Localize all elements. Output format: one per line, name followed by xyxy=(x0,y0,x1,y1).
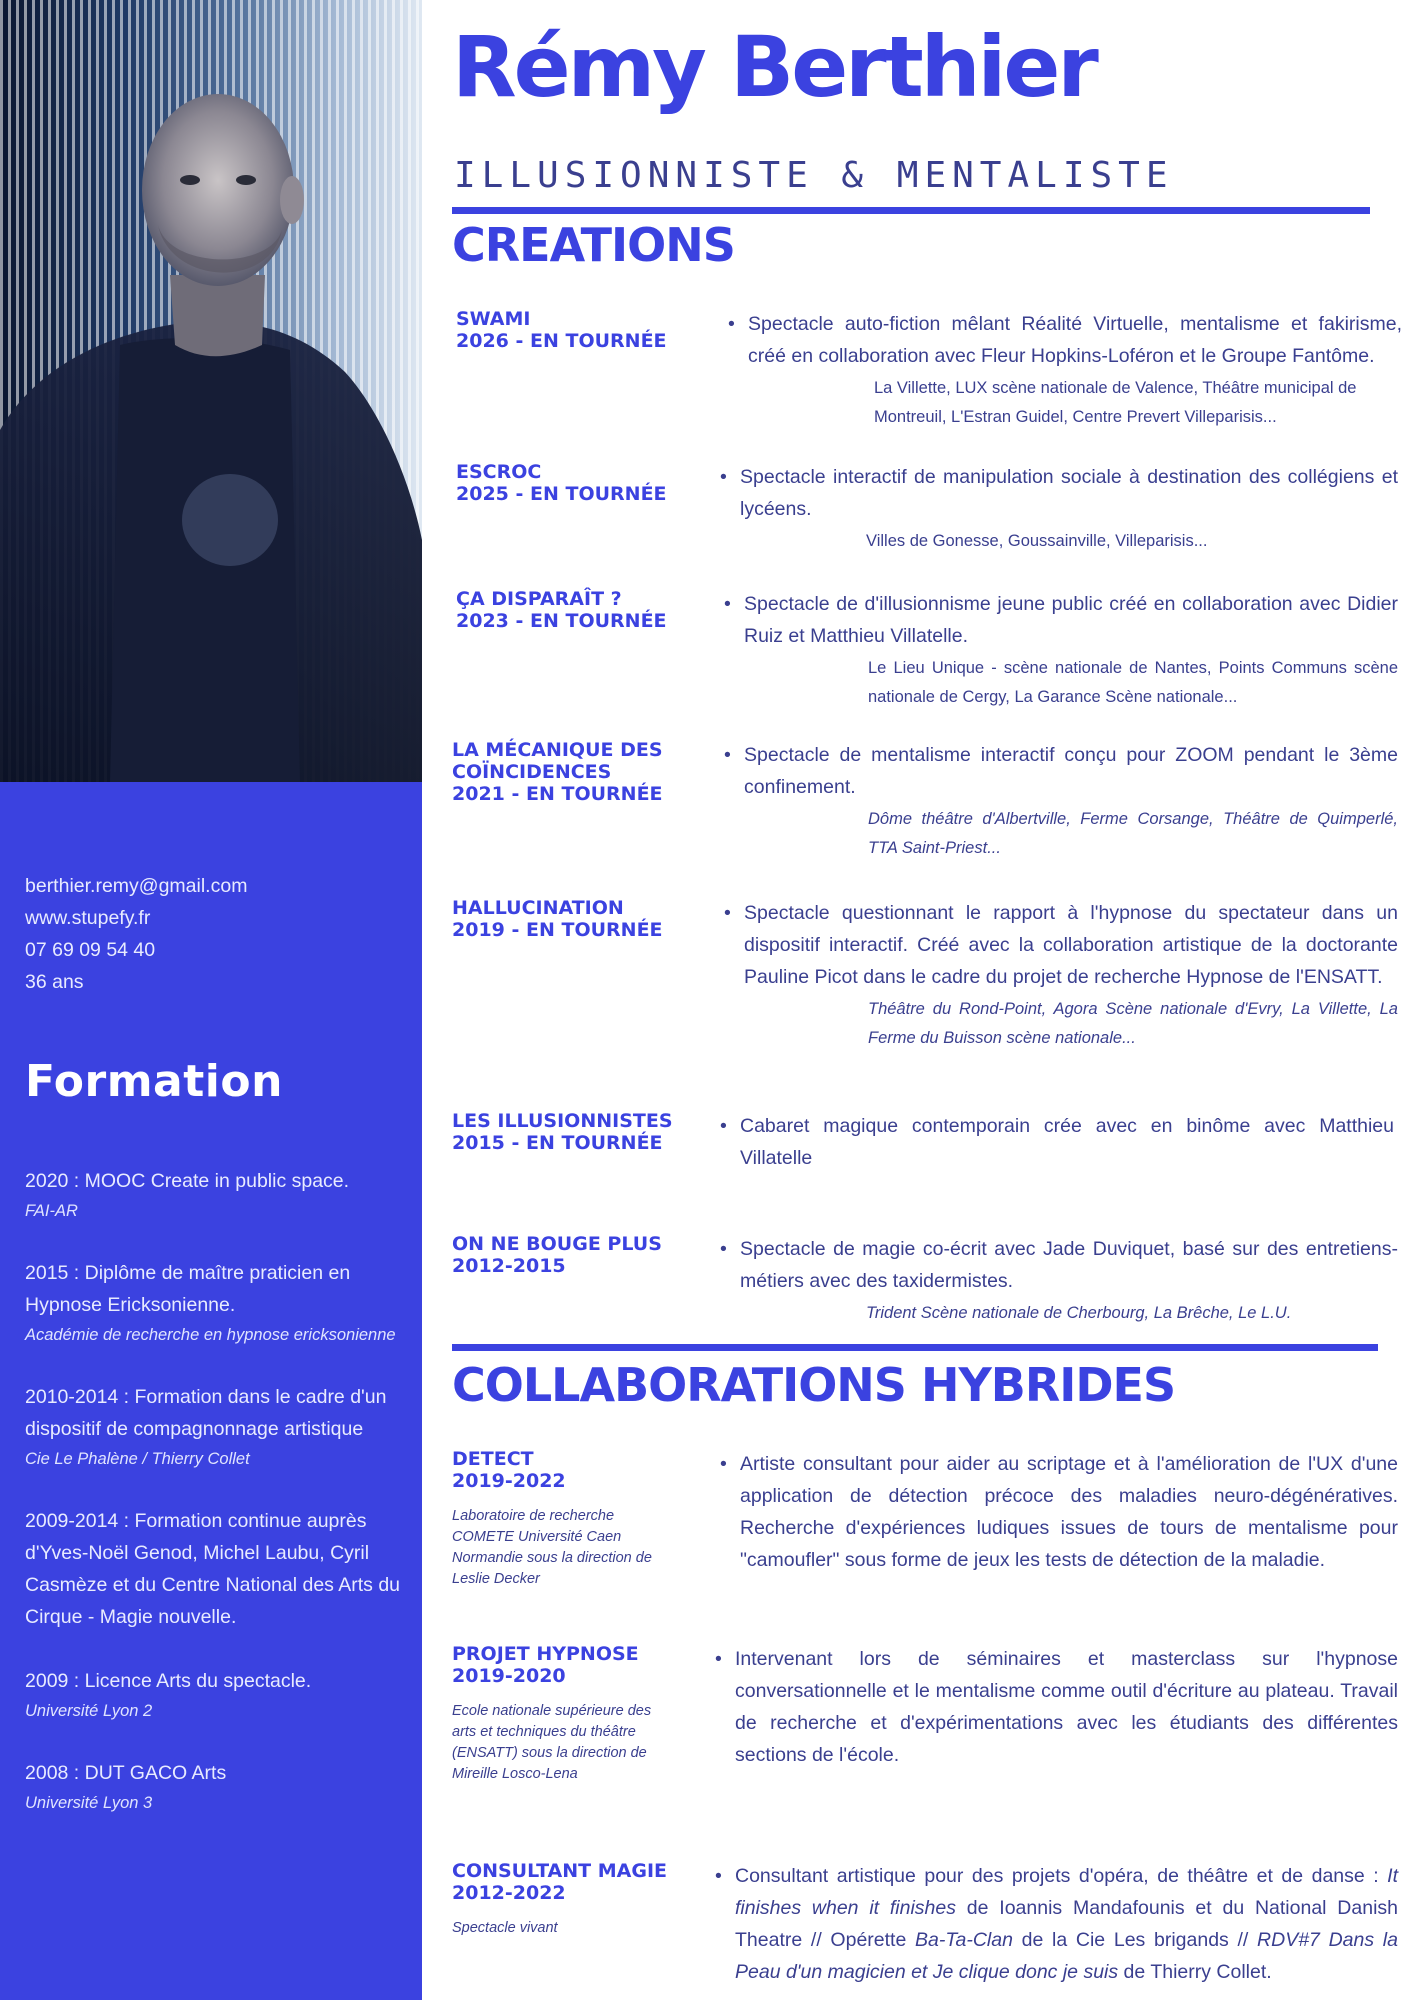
entry-date: 2023 - EN TOURNÉE xyxy=(456,610,667,632)
entry-body xyxy=(748,308,1402,432)
entry-body xyxy=(740,1233,1398,1328)
phone-number: 07 69 09 54 40 xyxy=(25,939,156,961)
creation-entry xyxy=(452,1233,1402,1323)
entry-title-cont: COÏNCIDENCES xyxy=(452,761,612,783)
formation-item xyxy=(25,1505,405,1633)
formation-text: 2009-2014 : Formation continue auprès d'Yves-Noël Genod, Michel Laubu, Cyril Casmèze et du Centre National des Arts du Cirque - Magie nouvelle. xyxy=(25,1510,401,1628)
entry-body xyxy=(740,461,1398,556)
entry-heading xyxy=(452,1233,682,1277)
creations-heading: CREATIONS xyxy=(452,218,735,272)
entry-date: 2012-2015 xyxy=(452,1255,566,1277)
entry-date: 2015 - EN TOURNÉE xyxy=(452,1132,663,1154)
entry-heading xyxy=(452,1860,682,1939)
entry-heading xyxy=(456,461,686,505)
entry-description: • Spectacle auto-fiction mêlant Réalité Virtuelle, mentalisme et fakirisme, créé en collaboration avec Fleur Hopkins-Loféron et le Groupe Fantôme. xyxy=(748,308,1402,372)
creation-entry xyxy=(452,897,1402,1077)
entry-date: 2019-2020 xyxy=(452,1665,566,1687)
contact-block xyxy=(25,870,405,998)
creation-entry xyxy=(452,739,1402,859)
entry-description: • Spectacle questionnant le rapport à l'hypnose du spectateur dans un dispositif interactif. Créé avec la collaboration artistique de la doctorante Pauline Picot dans le cadre du projet de recherche Hypnose de l'ENSATT. xyxy=(744,897,1398,993)
entry-description: • Artiste consultant pour aider au scriptage et à l'amélioration de l'UX d'une application de détection précoce des maladies neuro-dégénératives. Recherche d'expériences ludiques issues de tours de mentalisme pour "camoufler" sous forme de jeux les tests de détection de la maladie. xyxy=(740,1448,1398,1576)
entry-organisation: Ecole nationale supérieure des arts et techniques du théâtre (ENSATT) sous la direction de Mireille Losco-Lena xyxy=(452,1703,652,1782)
formation-place: FAI-AR xyxy=(25,1202,78,1220)
entry-heading xyxy=(452,1448,662,1590)
email-link[interactable]: berthier.remy@gmail.com xyxy=(25,875,248,897)
entry-title: LA MÉCANIQUE DES xyxy=(452,739,663,761)
sidebar xyxy=(0,0,422,2000)
formation-item xyxy=(25,1381,405,1473)
entry-body xyxy=(744,897,1398,1053)
collaboration-entry xyxy=(452,1643,1402,1813)
collaboration-entry xyxy=(452,1448,1402,1608)
formation-text: 2008 : DUT GACO Arts xyxy=(25,1762,227,1784)
formation-text: 2015 : Diplôme de maître praticien en Hypnose Ericksonienne. xyxy=(25,1262,351,1316)
entry-organisation: Spectacle vivant xyxy=(452,1920,558,1936)
entry-venues: La Villette, LUX scène nationale de Valence, Théâtre municipal de Montreuil, L'Estran Guidel, Centre Prevert Villeparisis... xyxy=(874,379,1357,426)
collaborations-heading: COLLABORATIONS HYBRIDES xyxy=(452,1358,1176,1412)
formation-list xyxy=(25,1165,405,1849)
entry-description: • Spectacle de mentalisme interactif conçu pour ZOOM pendant le 3ème confinement. xyxy=(744,739,1398,803)
entry-description xyxy=(735,1860,1398,1988)
formation-text: 2010-2014 : Formation dans le cadre d'un dispositif de compagnonnage artistique xyxy=(25,1386,387,1440)
desc-part: de la Cie Les brigands // xyxy=(1012,1929,1258,1951)
entry-title: SWAMI xyxy=(456,308,531,330)
formation-item xyxy=(25,1257,405,1349)
entry-body xyxy=(740,1448,1398,1576)
formation-heading: Formation xyxy=(25,1056,283,1107)
entry-date: 2012-2022 xyxy=(452,1882,566,1904)
entry-description: • Spectacle de magie co-écrit avec Jade Duviquet, basé sur des entretiens-métiers avec des taxidermistes. xyxy=(740,1233,1398,1297)
formation-item xyxy=(25,1165,405,1225)
entry-heading xyxy=(452,1110,682,1154)
entry-heading xyxy=(452,1643,662,1785)
creation-entry xyxy=(452,308,1402,426)
work-title: It finishes when it finishes xyxy=(735,1865,1398,1919)
desc-part: Consultant artistique pour des projets d'opéra, de théâtre et de danse : xyxy=(735,1865,1388,1887)
entry-body xyxy=(744,739,1398,863)
entry-body xyxy=(735,1860,1398,1988)
entry-description: • Intervenant lors de séminaires et masterclass sur l'hypnose conversationnelle et le mentalisme comme outil d'écriture au plateau. Travail de recherche et d'expérimentations avec les étudiants des différentes sections de l'école. xyxy=(735,1643,1398,1771)
entry-venues: Théâtre du Rond-Point, Agora Scène nationale d'Evry, La Villette, La Ferme du Buisson scène nationale... xyxy=(868,1000,1398,1047)
creation-entry xyxy=(452,461,1402,551)
desc-part: de Thierry Collet. xyxy=(1118,1961,1272,1983)
formation-place: Cie Le Phalène / Thierry Collet xyxy=(25,1450,250,1468)
person-name: Rémy Berthier xyxy=(452,18,1096,116)
entry-body xyxy=(735,1643,1398,1771)
entry-heading xyxy=(456,308,686,352)
entry-title: CONSULTANT MAGIE xyxy=(452,1860,667,1882)
formation-text: 2020 : MOOC Create in public space. xyxy=(25,1170,350,1192)
desc-part: de Ioannis Mandafounis et du National Danish Theatre // Opérette xyxy=(735,1897,1398,1951)
portrait-figure xyxy=(0,0,422,782)
formation-text: 2009 : Licence Arts du spectacle. xyxy=(25,1670,312,1692)
entry-venues: Dôme théâtre d'Albertville, Ferme Corsange, Théâtre de Quimperlé, TTA Saint-Priest... xyxy=(868,810,1398,857)
entry-title: ÇA DISPARAÎT ? xyxy=(456,588,622,610)
entry-venues: Villes de Gonesse, Goussainville, Villeparisis... xyxy=(866,532,1208,550)
entry-title: PROJET HYPNOSE xyxy=(452,1643,639,1665)
portrait-photo xyxy=(0,0,422,782)
entry-heading xyxy=(452,739,682,805)
job-subtitle: ILLUSIONNISTE & MENTALISTE xyxy=(454,155,1174,196)
formation-item xyxy=(25,1665,405,1725)
entry-heading xyxy=(456,588,686,632)
entry-title: ESCROC xyxy=(456,461,542,483)
work-title: Ba-Ta-Clan xyxy=(915,1929,1013,1951)
entry-heading xyxy=(452,897,682,941)
entry-date: 2019 - EN TOURNÉE xyxy=(452,919,663,941)
age-text: 36 ans xyxy=(25,971,84,993)
collaboration-entry xyxy=(452,1860,1402,1990)
work-title: RDV#7 Dans la Peau d'un magicien et Je clique donc je suis xyxy=(735,1929,1398,1983)
entry-date: 2025 - EN TOURNÉE xyxy=(456,483,667,505)
entry-venues: Trident Scène nationale de Cherbourg, La Brêche, Le L.U. xyxy=(866,1304,1292,1322)
creation-entry xyxy=(452,1110,1402,1180)
creation-entry xyxy=(452,588,1402,706)
entry-title: LES ILLUSIONNISTES xyxy=(452,1110,673,1132)
entry-date: 2019-2022 xyxy=(452,1470,566,1492)
section-divider xyxy=(452,1344,1378,1351)
entry-description: • Spectacle de d'illusionnisme jeune public créé en collaboration avec Didier Ruiz et Matthieu Villatelle. xyxy=(744,588,1398,652)
entry-date: 2026 - EN TOURNÉE xyxy=(456,330,667,352)
entry-date: 2021 - EN TOURNÉE xyxy=(452,783,663,805)
section-divider xyxy=(452,207,1370,214)
formation-item xyxy=(25,1757,405,1817)
entry-title: DETECT xyxy=(452,1448,534,1470)
formation-place: Université Lyon 3 xyxy=(25,1794,153,1812)
entry-organisation: Laboratoire de recherche COMETE Université Caen Normandie sous la direction de Leslie Decker xyxy=(452,1508,652,1587)
entry-title: ON NE BOUGE PLUS xyxy=(452,1233,662,1255)
entry-description: • Cabaret magique contemporain crée avec en binôme avec Matthieu Villatelle xyxy=(740,1110,1394,1174)
entry-title: HALLUCINATION xyxy=(452,897,624,919)
formation-place: Académie de recherche en hypnose ericksonienne xyxy=(25,1326,396,1344)
entry-venues: Le Lieu Unique - scène nationale de Nantes, Points Communs scène nationale de Cergy, La Garance Scène nationale... xyxy=(868,659,1398,706)
entry-body xyxy=(740,1110,1394,1174)
entry-body xyxy=(744,588,1398,712)
entry-description: • Spectacle interactif de manipulation sociale à destination des collégiens et lycéens. xyxy=(740,461,1398,525)
website-link[interactable]: www.stupefy.fr xyxy=(25,907,151,929)
formation-place: Université Lyon 2 xyxy=(25,1702,153,1720)
